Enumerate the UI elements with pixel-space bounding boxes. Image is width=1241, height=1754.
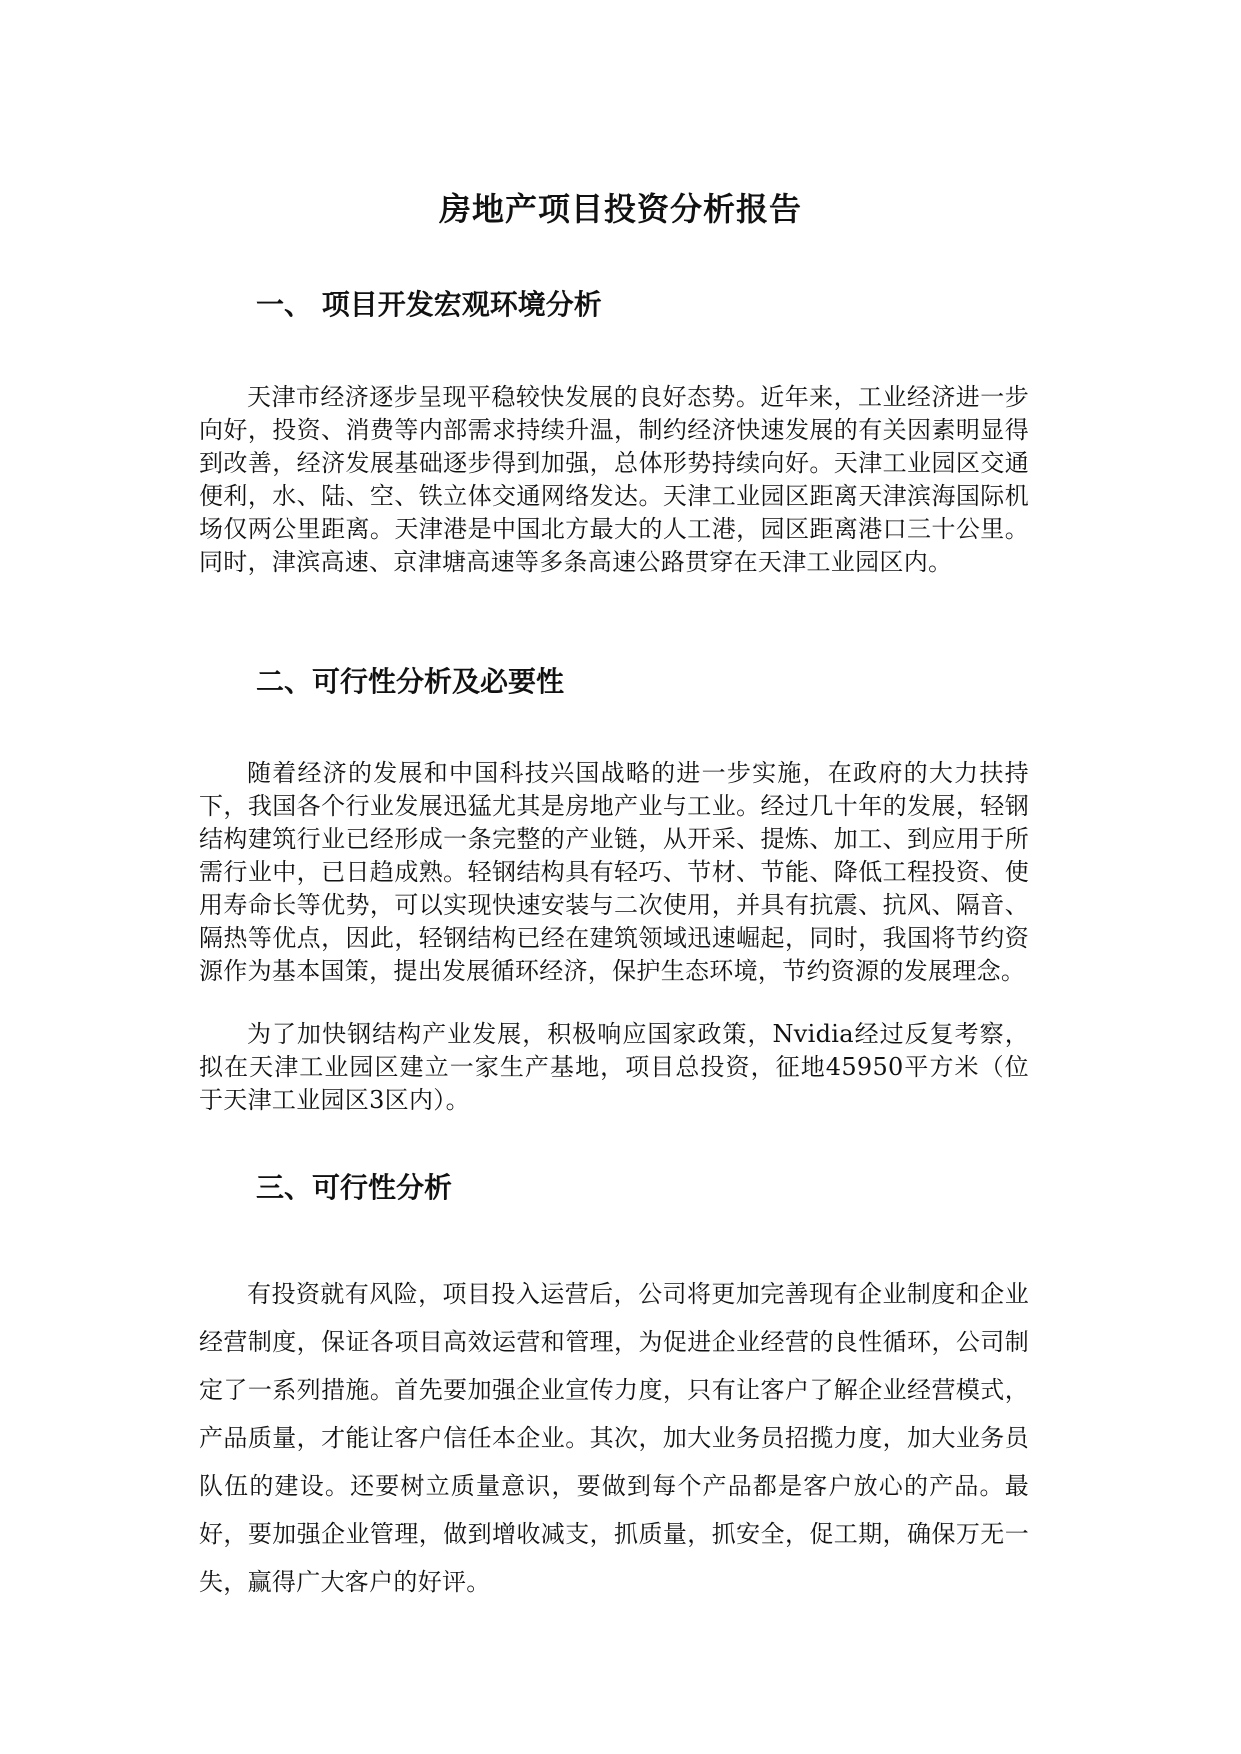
section-2-paragraph-2: 为了加快钢结构产业发展，积极响应国家政策，Nvidia经过反复考察，拟在天津工业园区建立一家生产基地，项目总投资，征地45950平方米（位于天津工业园区3区内）。 bbox=[199, 1020, 1029, 1114]
section-1-paragraph-1: 天津市经济逐步呈现平稳较快发展的良好态势。近年来，工业经济进一步向好，投资、消费等内部需求持续升温，制约经济快速发展的有关因素明显得到改善，经济发展基础逐步得到加强，总体形势持续向好。天津工业园区交通便利，水、陆、空、铁立体交通网络发达。天津工业园区距离天津滨海国际机场仅两公里距离。天津港是中国北方最大的人工港，园区距离港口三十公里。同时，津滨高速、京津塘高速等多条高速公路贯穿在天津工业园区内。 bbox=[199, 383, 1029, 576]
section-heading-1: 一、 项目开发宏观环境分析 bbox=[256, 288, 602, 321]
section-heading-3: 三、可行性分析 bbox=[256, 1171, 453, 1204]
section-heading-2: 二、可行性分析及必要性 bbox=[256, 665, 565, 698]
section-3-paragraph-1: 有投资就有风险，项目投入运营后，公司将更加完善现有企业制度和企业经营制度，保证各项目高效运营和管理，为促进企业经营的良性循环，公司制定了一系列措施。首先要加强企业宣传力度，只有让客户了解企业经营模式，产品质量，才能让客户信任本企业。其次，加大业务员招揽力度，加大业务员队伍的建设。还要树立质量意识，要做到每个产品都是客户放心的产品。最好，要加强企业管理，做到增收减支，抓质量，抓安全，促工期，确保万无一失，赢得广大客户的好评。 bbox=[199, 1280, 1029, 1596]
page-title: 房地产项目投资分析报告 bbox=[438, 190, 802, 228]
section-2-paragraph-1: 随着经济的发展和中国科技兴国战略的进一步实施，在政府的大力扶持下，我国各个行业发展迅猛尤其是房地产业与工业。经过几十年的发展，轻钢结构建筑行业已经形成一条完整的产业链，从开采、提炼、加工、到应用于所需行业中，已日趋成熟。轻钢结构具有轻巧、节材、节能、降低工程投资、使用寿命长等优势，可以实现快速安装与二次使用，并具有抗震、抗风、隔音、隔热等优点，因此，轻钢结构已经在建筑领域迅速崛起，同时，我国将节约资源作为基本国策，提出发展循环经济，保护生态环境，节约资源的发展理念。 bbox=[199, 759, 1029, 985]
